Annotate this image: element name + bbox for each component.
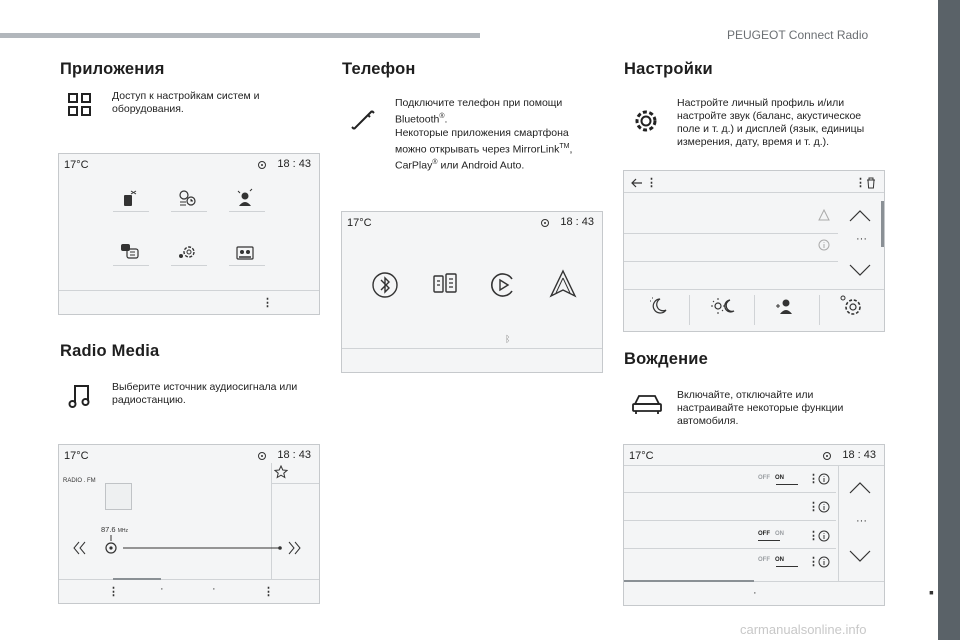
page-marker: ▪ [929,584,934,600]
row-4-menu-icon[interactable]: ⋮ [808,556,819,568]
scroll-down-icon[interactable] [848,549,872,563]
section-title-radio: Radio Media [60,342,160,360]
system-settings-icon[interactable] [838,293,864,319]
menu-dot-3[interactable]: · [212,583,216,595]
phone-description: Подключите телефон при помощи Bluetooth®. Некоторые приложения смартфона можно открывать через MirrorLink™, CarPlay® или Android Auto. [395,97,573,172]
settings-gear-icon[interactable] [177,242,199,262]
menu-dot-2[interactable]: · [160,583,164,595]
android-auto-icon[interactable] [548,268,578,300]
temperature-readout: 17°C [347,217,372,229]
carplay-icon[interactable] [488,270,518,300]
section-title-phone: Телефон [342,60,416,78]
radio-screen [58,444,320,604]
climate-timer-icon[interactable] [177,188,197,208]
scrollbar-thumb[interactable] [881,201,884,247]
apps-description: Доступ к настройкам систем и оборудования. [112,90,260,115]
row-3-menu-icon[interactable]: ⋮ [808,530,819,542]
scroll-indicator: ··· [856,515,867,527]
phone-screen [341,211,603,373]
scroll-down-icon[interactable] [848,263,872,277]
page-dot: · [753,587,757,599]
section-title-driving: Вождение [624,350,709,368]
menu-dots-1[interactable]: ⋮ [108,586,119,598]
driving-description: Включайте, отключайте или настраивайте некоторые функции автомобиля. [677,389,844,427]
driving-screen [623,444,885,606]
row-1-menu-icon[interactable]: ⋮ [808,473,819,485]
clock-readout: 18 : 43 [842,449,876,461]
mirrorlink-icon[interactable] [430,270,460,300]
user-profile-icon[interactable] [235,188,255,208]
warning-triangle-icon [818,209,830,221]
contact-card-icon[interactable] [235,244,255,262]
settings-description: Настройте личный профиль и/или настройте звук (баланс, акустическое поле и т. д.) и дисплей (язык, единицы измерения, дату, время и т. д.). [677,97,865,148]
clock-readout: 18 : 43 [277,449,311,461]
scroll-indicator: ··· [856,233,867,245]
more-options-icon[interactable]: ⋮ [262,297,273,309]
apps-screen [58,153,320,315]
row-4-info-icon[interactable] [818,556,830,568]
frequency-slider[interactable] [71,535,303,561]
row-3-info-icon[interactable] [818,530,830,542]
bluetooth-phone-icon[interactable] [370,270,400,300]
profile-settings-icon[interactable] [774,295,796,317]
function-toggle-3[interactable]: OFF ON [758,531,785,537]
frequency-readout: 87.6 MHz [101,525,128,534]
back-arrow-icon[interactable] [630,178,644,188]
favorite-star-icon[interactable] [274,465,288,479]
manual-header-title: PEUGEOT Connect Radio [727,28,869,42]
temperature-readout: 17°C [64,450,89,462]
radio-band-label: RADIO . FM [63,478,96,484]
day-night-icon[interactable] [710,295,736,317]
radio-description: Выберите источник аудиосигнала или радиостанцию. [112,381,298,406]
function-toggle-4[interactable]: OFF ON [758,557,785,563]
function-toggle-1[interactable]: OFF ON [758,475,785,481]
side-tab-bar [938,0,960,640]
watermark: carmanualsonline.info [740,622,867,637]
clock-readout: 18 : 43 [277,158,311,170]
scroll-up-icon[interactable] [848,481,872,495]
station-artwork [105,483,132,510]
night-mode-icon[interactable] [648,295,670,317]
location-target-icon [540,218,550,228]
fuel-can-icon[interactable] [119,188,139,208]
phone-handset-icon [350,107,376,133]
apps-grid-icon [68,93,92,117]
section-title-apps: Приложения [60,60,165,78]
trash-icon[interactable] [865,177,877,189]
temperature-readout: 17°C [629,450,654,462]
car-icon [631,392,663,416]
row-2-menu-icon[interactable]: ⋮ [808,501,819,513]
location-target-icon [822,451,832,461]
row-2-info-icon[interactable] [818,501,830,513]
music-note-icon [68,383,92,409]
gear-icon [632,107,660,135]
row-1-info-icon[interactable] [818,473,830,485]
bluetooth-status-icon: ᛒ [505,334,511,344]
help-chat-icon[interactable] [119,242,141,262]
location-target-icon [257,160,267,170]
clock-readout: 18 : 43 [560,216,594,228]
temperature-readout: 17°C [64,159,89,171]
menu-dots-right[interactable]: ⋮ [855,177,866,189]
menu-dots-4[interactable]: ⋮ [263,586,274,598]
page-indicator [624,580,754,582]
location-target-icon [257,451,267,461]
settings-screen [623,170,885,332]
scroll-up-icon[interactable] [848,209,872,223]
section-title-settings: Настройки [624,60,713,78]
info-icon [818,239,830,251]
menu-dots-left[interactable]: ⋮ [646,177,657,189]
header-rule [0,33,480,38]
